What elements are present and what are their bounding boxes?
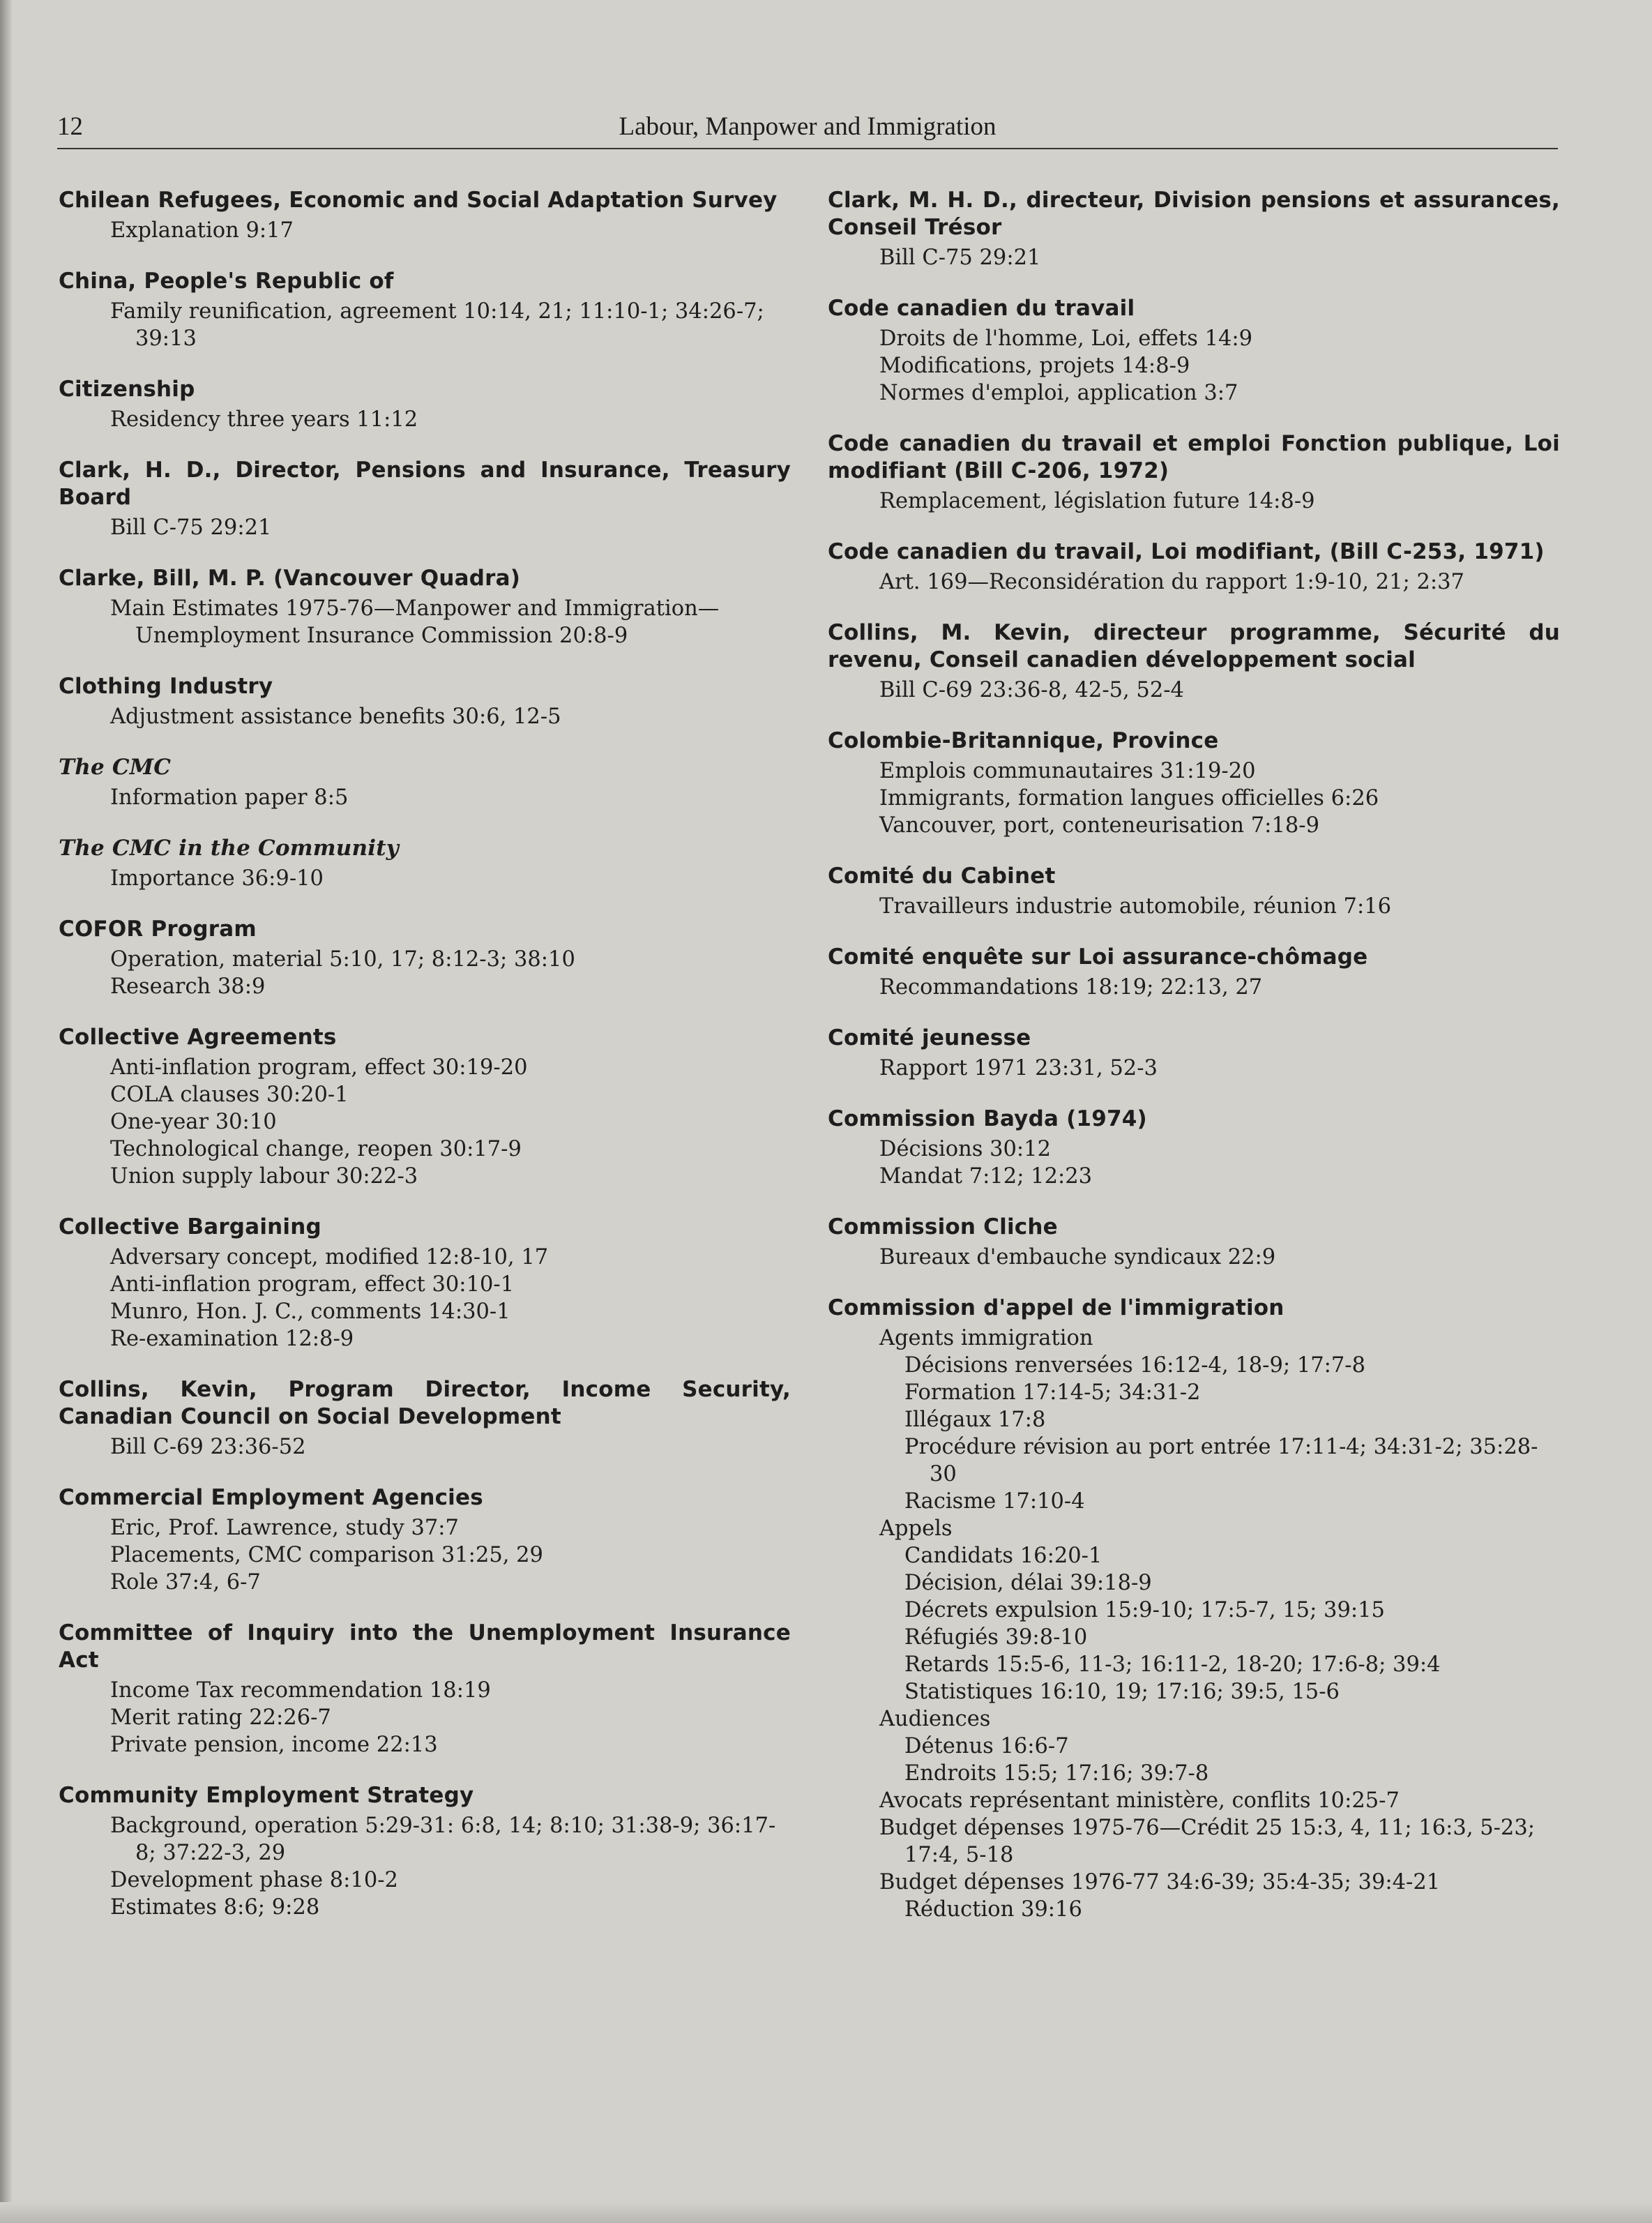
index-heading: Comité du Cabinet	[828, 864, 1056, 889]
index-subentry: Droits de l'homme, Loi, effets 14:9	[879, 326, 1253, 351]
index-heading: Community Employment Strategy	[59, 1783, 474, 1808]
index-entry	[59, 1782, 791, 1921]
index-subsubentry: Illégaux 17:8	[904, 1408, 1046, 1432]
index-subentry: Adversary concept, modified 12:8-10, 17	[110, 1245, 549, 1269]
page-number: 12	[57, 112, 83, 141]
index-entry	[828, 728, 1560, 839]
index-subentry: Family reunification, agreement 10:14, 21; 11:10-1; 34:26-7; 39:13	[110, 299, 764, 351]
index-subentry: Adjustment assistance benefits 30:6, 12-5	[110, 704, 561, 729]
index-entry	[59, 1214, 791, 1352]
index-heading: China, People's Republic of	[59, 269, 394, 294]
index-heading: Code canadien du travail et emploi Fonction publique, Loi modifiant (Bill C-206, 1972)	[828, 431, 1560, 483]
index-entry	[828, 619, 1560, 704]
index-entry	[828, 1214, 1560, 1271]
index-entry	[828, 1025, 1560, 1082]
index-subentry: Immigrants, formation langues officielles 6:26	[879, 786, 1379, 811]
index-subsubentry: Racisme 17:10-4	[904, 1489, 1085, 1514]
index-subentry: Appels	[879, 1516, 953, 1541]
index-subentry: Operation, material 5:10, 17; 8:12-3; 38:10	[110, 947, 575, 972]
index-subentry: Research 38:9	[110, 974, 266, 999]
running-title: Labour, Manpower and Immigration	[619, 112, 996, 141]
index-heading: COFOR Program	[59, 917, 257, 942]
index-entry	[828, 430, 1560, 515]
index-subentry: Income Tax recommendation 18:19	[110, 1678, 491, 1703]
index-subentry: Mandat 7:12; 12:23	[879, 1164, 1093, 1189]
index-entry	[59, 376, 791, 433]
index-heading: Clark, M. H. D., directeur, Division pensions et assurances, Conseil Trésor	[828, 188, 1560, 240]
index-entry	[828, 187, 1560, 271]
index-column-right	[828, 187, 1560, 1947]
index-subentry: Background, operation 5:29-31: 6:8, 14; 8:10; 31:38-9; 36:17-8; 37:22-3, 29	[110, 1814, 776, 1865]
index-entry	[59, 457, 791, 541]
index-heading: Commission Bayda (1974)	[828, 1106, 1147, 1131]
page-header	[57, 109, 1558, 149]
index-heading: Collective Agreements	[59, 1025, 337, 1050]
index-heading: The CMC	[59, 755, 172, 780]
index-heading: Clark, H. D., Director, Pensions and Insurance, Treasury Board	[59, 458, 791, 510]
index-subentry: Travailleurs industrie automobile, réunion 7:16	[879, 894, 1392, 919]
index-entry	[59, 1484, 791, 1596]
index-subentry: Union supply labour 30:22-3	[110, 1164, 418, 1189]
index-subentry: Agents immigration	[879, 1326, 1093, 1350]
index-heading: Clarke, Bill, M. P. (Vancouver Quadra)	[59, 566, 521, 591]
index-subentry: Technological change, reopen 30:17-9	[110, 1137, 522, 1161]
index-entry	[59, 1024, 791, 1190]
index-subentry: Main Estimates 1975-76—Manpower and Immigration—Unemployment Insurance Commission 20:8-9	[110, 596, 720, 648]
index-heading: Colombie-Britannique, Province	[828, 728, 1219, 753]
index-subentry: Rapport 1971 23:31, 52-3	[879, 1056, 1158, 1080]
index-heading: Commission Cliche	[828, 1214, 1058, 1239]
index-subentry: Bill C-69 23:36-52	[110, 1435, 306, 1459]
index-subsubentry: Réduction 39:16	[904, 1897, 1082, 1922]
index-heading: Code canadien du travail, Loi modifiant, (Bill C-253, 1971)	[828, 539, 1545, 564]
index-subentry: Residency three years 11:12	[110, 407, 418, 432]
index-subentry: Private pension, income 22:13	[110, 1733, 438, 1757]
index-heading: Committee of Inquiry into the Unemployment Insurance Act	[59, 1620, 791, 1673]
index-subentry: Development phase 8:10-2	[110, 1868, 398, 1892]
index-heading: Code canadien du travail	[828, 296, 1135, 321]
index-subentry: Budget dépenses 1976-77 34:6-39; 35:4-35; 39:4-21	[879, 1870, 1441, 1894]
index-entry	[59, 268, 791, 352]
index-subsubentry: Formation 17:14-5; 34:31-2	[904, 1380, 1201, 1405]
index-subentry: Merit rating 22:26-7	[110, 1705, 331, 1730]
index-subentry: Audiences	[879, 1707, 991, 1731]
index-entry	[828, 1106, 1560, 1190]
index-subentry: Bill C-69 23:36-8, 42-5, 52-4	[879, 678, 1184, 702]
index-entry	[59, 835, 791, 892]
index-subentry: Avocats représentant ministère, conflits 10:25-7	[879, 1788, 1400, 1813]
index-subentry: Budget dépenses 1975-76—Crédit 25 15:3, 4, 11; 16:3, 5-23; 17:4, 5-18	[879, 1816, 1536, 1867]
index-heading: Collins, Kevin, Program Director, Income Security, Canadian Council on Social Development	[59, 1377, 791, 1429]
index-subsubentry: Statistiques 16:10, 19; 17:16; 39:5, 15-6	[904, 1680, 1340, 1704]
index-entry	[828, 538, 1560, 596]
index-heading: Commercial Employment Agencies	[59, 1485, 483, 1510]
page-binding-edge	[0, 0, 13, 2223]
index-subentry: Information paper 8:5	[110, 785, 349, 810]
index-subentry: Anti-inflation program, effect 30:10-1	[110, 1272, 515, 1297]
index-subentry: One-year 30:10	[110, 1110, 277, 1134]
index-subentry: Bureaux d'embauche syndicaux 22:9	[879, 1245, 1276, 1269]
page-bottom-edge	[0, 2202, 1652, 2223]
index-subentry: Modifications, projets 14:8-9	[879, 354, 1190, 378]
index-entry	[59, 916, 791, 1000]
index-subentry: Recommandations 18:19; 22:13, 27	[879, 975, 1263, 1000]
index-subentry: Art. 169—Reconsidération du rapport 1:9-10, 21; 2:37	[879, 570, 1464, 594]
index-subentry: COLA clauses 30:20-1	[110, 1083, 349, 1107]
index-subsubentry: Décrets expulsion 15:9-10; 17:5-7, 15; 39:15	[904, 1598, 1385, 1622]
index-entry	[828, 295, 1560, 407]
index-subentry: Estimates 8:6; 9:28	[110, 1895, 320, 1920]
index-subsubentry: Candidats 16:20-1	[904, 1544, 1102, 1568]
index-entry	[59, 1376, 791, 1461]
index-subsubentry: Décisions renversées 16:12-4, 18-9; 17:7-8	[904, 1353, 1366, 1378]
index-entry	[828, 1295, 1560, 1923]
index-subentry: Bill C-75 29:21	[110, 515, 272, 540]
index-entry	[59, 565, 791, 649]
index-heading: Citizenship	[59, 377, 195, 402]
index-entry	[59, 187, 791, 244]
index-subentry: Eric, Prof. Lawrence, study 37:7	[110, 1516, 459, 1540]
index-column-left	[59, 187, 791, 1945]
index-subentry: Munro, Hon. J. C., comments 14:30-1	[110, 1299, 510, 1324]
index-subsubentry: Décision, délai 39:18-9	[904, 1571, 1152, 1595]
index-subsubentry: Retards 15:5-6, 11-3; 16:11-2, 18-20; 17:6-8; 39:4	[904, 1652, 1441, 1677]
index-entry	[828, 944, 1560, 1001]
index-subentry: Emplois communautaires 31:19-20	[879, 759, 1256, 783]
index-heading: The CMC in the Community	[59, 836, 399, 861]
index-subentry: Anti-inflation program, effect 30:19-20	[110, 1055, 528, 1080]
index-subentry: Normes d'emploi, application 3:7	[879, 381, 1238, 405]
index-entry	[59, 1620, 791, 1758]
index-heading: Chilean Refugees, Economic and Social Adaptation Survey	[59, 188, 778, 213]
index-subentry: Décisions 30:12	[879, 1137, 1051, 1161]
index-entry	[59, 754, 791, 811]
index-subentry: Bill C-75 29:21	[879, 246, 1041, 270]
index-heading: Collins, M. Kevin, directeur programme, Sécurité du revenu, Conseil canadien développement social	[828, 620, 1560, 672]
index-subsubentry: Endroits 15:5; 17:16; 39:7-8	[904, 1761, 1209, 1786]
index-entry	[828, 863, 1560, 920]
index-subsubentry: Réfugiés 39:8-10	[904, 1625, 1088, 1650]
index-subentry: Re-examination 12:8-9	[110, 1327, 354, 1351]
index-subentry: Importance 36:9-10	[110, 866, 324, 891]
index-heading: Commission d'appel de l'immigration	[828, 1295, 1285, 1320]
index-subentry: Role 37:4, 6-7	[110, 1570, 261, 1595]
index-heading: Comité jeunesse	[828, 1025, 1031, 1050]
index-subentry: Explanation 9:17	[110, 218, 294, 243]
index-subsubentry: Procédure révision au port entrée 17:11-4; 34:31-2; 35:28-30	[904, 1435, 1538, 1486]
index-subentry: Vancouver, port, conteneurisation 7:18-9	[879, 813, 1319, 838]
index-subentry: Placements, CMC comparison 31:25, 29	[110, 1543, 543, 1567]
index-subentry: Remplacement, législation future 14:8-9	[879, 489, 1315, 513]
index-entry	[59, 673, 791, 730]
index-heading: Clothing Industry	[59, 674, 273, 699]
index-heading: Comité enquête sur Loi assurance-chômage	[828, 944, 1368, 970]
index-heading: Collective Bargaining	[59, 1214, 321, 1239]
index-subsubentry: Détenus 16:6-7	[904, 1734, 1069, 1758]
